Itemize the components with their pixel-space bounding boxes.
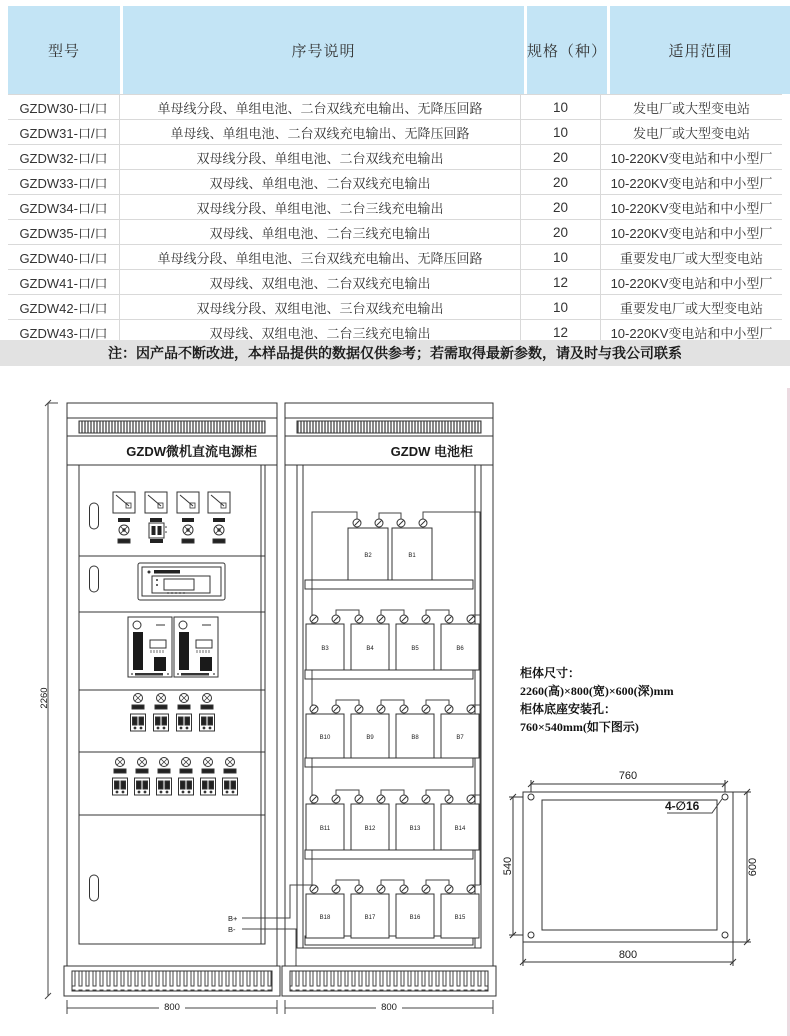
cell-application: 10-220KV变电站和中小型厂 bbox=[610, 200, 773, 216]
cell-spec-count: 20 bbox=[521, 195, 601, 219]
cell-description: 单母线分段、单组电池、三台双线充电输出、无降压回路 bbox=[120, 245, 521, 269]
cell-spec-count: 10 bbox=[521, 295, 601, 319]
battery-label: B4 bbox=[366, 646, 374, 652]
door-handle-icon bbox=[90, 566, 99, 592]
cell-description: 单母线、单组电池、二台双线充电输出、无降压回路 bbox=[120, 120, 521, 144]
battery-label: B5 bbox=[411, 646, 419, 652]
cell-model: GZDW35-口/口 bbox=[8, 220, 120, 244]
table-row bbox=[8, 195, 782, 220]
base-dim-top-label: 760 bbox=[618, 770, 638, 782]
spec-line: 2260(高)×800(宽)×600(深)mm bbox=[520, 684, 674, 698]
battery-cabinet-width-label: 800 bbox=[381, 1002, 397, 1013]
table-header-row bbox=[8, 6, 782, 94]
battery-label: B11 bbox=[319, 826, 331, 832]
cell-application: 10-220KV变电站和中小型厂 bbox=[610, 225, 773, 241]
table-row bbox=[8, 220, 782, 245]
battery-terminal-icon bbox=[375, 519, 383, 527]
cell-model: GZDW30-口/口 bbox=[8, 95, 120, 119]
monitor-display-icon bbox=[138, 563, 225, 600]
cell-description: 双母线、单组电池、二台双线充电输出 bbox=[120, 170, 521, 194]
battery-label: B18 bbox=[319, 915, 331, 921]
cell-spec-count: 10 bbox=[521, 95, 601, 119]
cell-spec-count: 10 bbox=[521, 120, 601, 144]
negative-terminal-label: B- bbox=[228, 925, 236, 934]
base-mounting-diagram bbox=[509, 780, 751, 966]
charger-module-icon bbox=[174, 617, 218, 677]
note-bar bbox=[0, 340, 790, 366]
door-handle-icon bbox=[90, 875, 99, 901]
cell-application: 10-220KV变电站和中小型厂 bbox=[610, 150, 773, 166]
cell-model: GZDW33-口/口 bbox=[8, 170, 120, 194]
battery-label: B3 bbox=[321, 646, 329, 652]
height-dim-label: 2260 bbox=[39, 687, 50, 709]
cell-spec-count: 20 bbox=[521, 220, 601, 244]
door-handle-icon bbox=[90, 503, 99, 529]
base-dim-right-label: 600 bbox=[747, 857, 759, 877]
table-row bbox=[8, 95, 782, 120]
header-spec-count: 规格（种） bbox=[527, 6, 607, 94]
battery-cabinet-drawing bbox=[242, 403, 496, 996]
cell-description: 单母线分段、单组电池、二台双线充电输出、无降压回路 bbox=[120, 95, 521, 119]
cell-model: GZDW34-口/口 bbox=[8, 195, 120, 219]
cell-spec-count: 20 bbox=[521, 145, 601, 169]
cell-model: GZDW41-口/口 bbox=[8, 270, 120, 294]
note-text: 注：因产品不断改进，本样品提供的数据仅供参考；若需取得最新参数，请及时与我公司联系 bbox=[108, 345, 682, 361]
charger-module-icon bbox=[128, 617, 172, 677]
cell-application: 10-220KV变电站和中小型厂 bbox=[610, 175, 773, 191]
battery-label: B1 bbox=[408, 553, 416, 559]
battery-label: B15 bbox=[454, 915, 466, 921]
battery-label: B6 bbox=[456, 646, 464, 652]
power-cabinet-title: GZDW微机直流电源柜 bbox=[126, 444, 257, 459]
cell-model: GZDW42-口/口 bbox=[8, 295, 120, 319]
table-row bbox=[8, 120, 782, 145]
header-description: 序号说明 bbox=[123, 6, 524, 94]
battery-label: B12 bbox=[364, 826, 376, 832]
cell-model: GZDW43-口/口 bbox=[8, 320, 120, 344]
header-model: 型号 bbox=[8, 6, 120, 94]
cabinet-size-specs bbox=[520, 664, 674, 736]
base-vent-icon bbox=[290, 971, 488, 991]
battery-terminal-icon bbox=[353, 519, 361, 527]
width-dimensions bbox=[67, 1000, 493, 1014]
header-application: 适用范围 bbox=[610, 6, 790, 94]
cell-spec-count: 20 bbox=[521, 170, 601, 194]
cell-application: 10-220KV变电站和中小型厂 bbox=[610, 275, 773, 291]
battery-label: B8 bbox=[411, 735, 419, 741]
spec-table bbox=[8, 6, 782, 345]
battery-label: B7 bbox=[456, 735, 464, 741]
cell-spec-count: 10 bbox=[521, 245, 601, 269]
vent-grille-icon bbox=[79, 421, 265, 433]
battery-label: B16 bbox=[409, 915, 421, 921]
cell-model: GZDW32-口/口 bbox=[8, 145, 120, 169]
cell-application: 重要发电厂或大型变电站 bbox=[619, 300, 763, 316]
cell-spec-count: 12 bbox=[521, 270, 601, 294]
power-cabinet-drawing bbox=[64, 403, 280, 1036]
cell-description: 双母线、双组电池、二台双线充电输出 bbox=[120, 270, 521, 294]
vent-grille-icon bbox=[297, 421, 481, 433]
base-vent-icon bbox=[72, 971, 272, 991]
cell-application: 10-220KV变电站和中小型厂 bbox=[610, 325, 773, 341]
mounting-hole-label: 4-∅16 bbox=[665, 799, 700, 813]
cell-application: 发电厂或大型变电站 bbox=[632, 100, 750, 116]
cell-model: GZDW31-口/口 bbox=[8, 120, 120, 144]
base-dim-bottom-label: 800 bbox=[618, 949, 638, 961]
cell-application: 发电厂或大型变电站 bbox=[632, 125, 750, 141]
cell-description: 双母线分段、双组电池、三台双线充电输出 bbox=[120, 295, 521, 319]
table-row bbox=[8, 145, 782, 170]
battery-label: B10 bbox=[319, 735, 331, 741]
battery-terminal-icon bbox=[419, 519, 427, 527]
cell-description: 双母线分段、单组电池、二台双线充电输出 bbox=[120, 145, 521, 169]
table-body bbox=[8, 94, 782, 345]
table-row bbox=[8, 270, 782, 295]
base-dim-left-label: 540 bbox=[502, 856, 514, 876]
battery-cabinet-title: GZDW 电池柜 bbox=[390, 444, 473, 459]
positive-terminal-label: B+ bbox=[228, 914, 238, 923]
cell-model: GZDW40-口/口 bbox=[8, 245, 120, 269]
table-row bbox=[8, 295, 782, 320]
power-cabinet-width-label: 800 bbox=[164, 1002, 180, 1013]
battery-label: B2 bbox=[364, 553, 372, 559]
cell-application: 重要发电厂或大型变电站 bbox=[619, 250, 763, 266]
battery-terminal-icon bbox=[397, 519, 405, 527]
battery-label: B13 bbox=[409, 826, 421, 832]
spec-line: 760×540mm(如下图示) bbox=[520, 720, 639, 734]
battery-label: B17 bbox=[364, 915, 376, 921]
cell-description: 双母线分段、单组电池、二台三线充电输出 bbox=[120, 195, 521, 219]
table-row bbox=[8, 245, 782, 270]
battery-label: B14 bbox=[454, 826, 466, 832]
battery-label: B9 bbox=[366, 735, 374, 741]
cell-spec-count: 12 bbox=[521, 320, 601, 344]
spec-line: 柜体尺寸： bbox=[520, 666, 581, 680]
table-row bbox=[8, 170, 782, 195]
cell-description: 双母线、单组电池、二台三线充电输出 bbox=[120, 220, 521, 244]
cell-description: 双母线、双组电池、二台三线充电输出 bbox=[120, 320, 521, 344]
spec-line: 柜体底座安装孔： bbox=[520, 702, 617, 716]
